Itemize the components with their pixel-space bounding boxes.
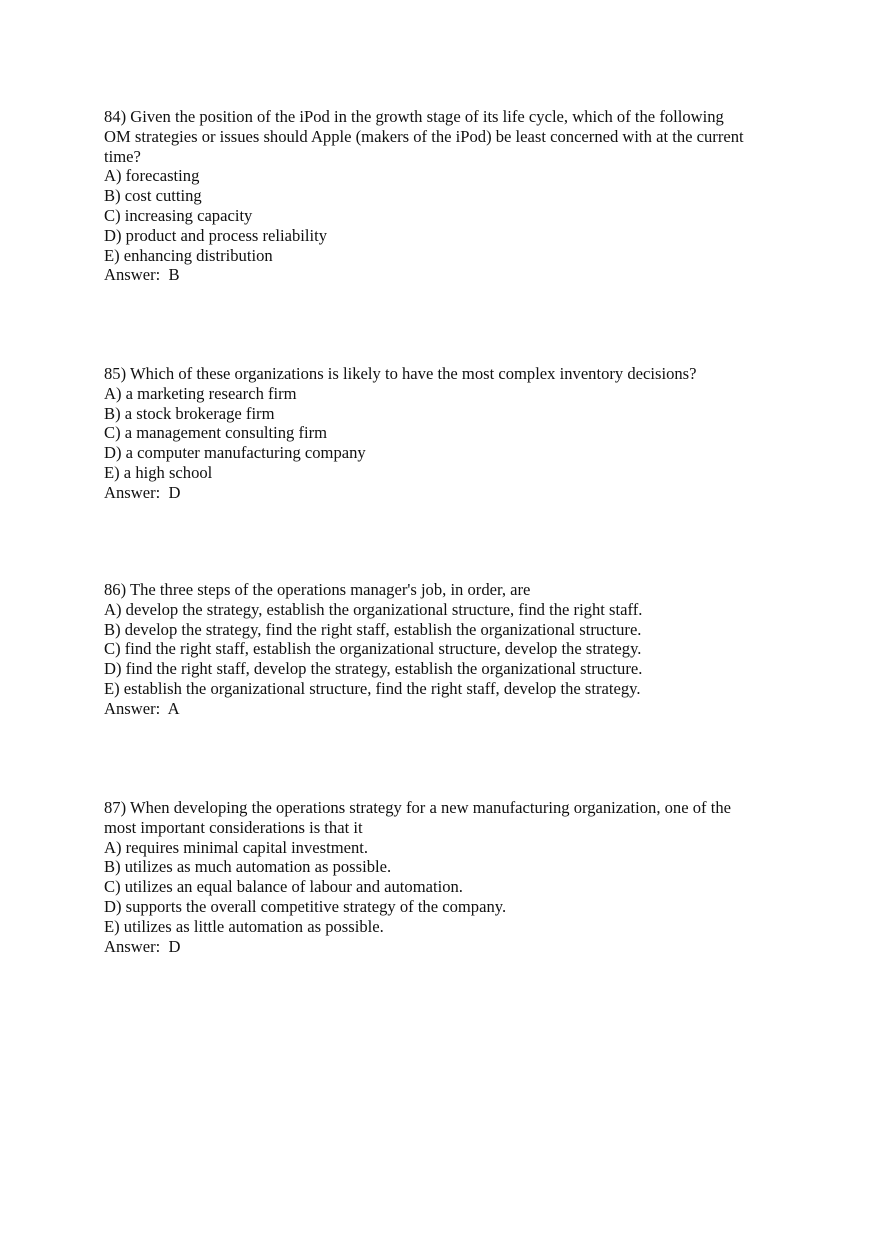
question-stem-line: time? [104, 146, 141, 166]
question-stem-line: 85) Which of these organizations is likely to have the most complex inventory decisions? [104, 364, 697, 383]
answer-option-a: A) requires minimal capital investment. [104, 837, 369, 857]
question-stem-line: 86) The three steps of the operations manager's job, in order, are [104, 580, 531, 599]
answer-option-a: A) forecasting [104, 166, 200, 186]
question-stem-line: 87) When developing the operations strategy for a new manufacturing organization, one of the [104, 798, 731, 817]
answer-option-e: E) utilizes as little automation as possible. [104, 916, 384, 936]
answer-option-e: E) a high school [104, 462, 213, 482]
question-stem-line: 84) Given the position of the iPod in the growth stage of its life cycle, which of the following [104, 107, 724, 126]
answer-option-b: B) develop the strategy, find the right staff, establish the organizational structure. [104, 619, 642, 639]
answer-key: Answer: D [104, 482, 181, 502]
answer-option-d: D) supports the overall competitive strategy of the company. [104, 896, 507, 916]
answer-option-a: A) a marketing research firm [104, 383, 297, 403]
answer-option-b: B) cost cutting [104, 186, 202, 206]
answer-option-d: D) product and process reliability [104, 225, 328, 245]
answer-option-c: C) find the right staff, establish the organizational structure, develop the strategy. [104, 639, 642, 659]
question-85 [104, 364, 784, 503]
answer-option-e: E) establish the organizational structure, find the right staff, develop the strategy. [104, 678, 641, 698]
answer-option-b: B) utilizes as much automation as possible. [104, 857, 392, 877]
answer-option-b: B) a stock brokerage firm [104, 403, 275, 423]
question-84 [104, 107, 784, 285]
answer-option-c: C) increasing capacity [104, 205, 253, 225]
answer-option-c: C) a management consulting firm [104, 423, 328, 443]
question-stem-line: OM strategies or issues should Apple (makers of the iPod) be least concerned with at the current [104, 126, 744, 146]
question-stem-line: most important considerations is that it [104, 817, 363, 837]
answer-option-d: D) a computer manufacturing company [104, 443, 366, 463]
question-86 [104, 580, 784, 719]
answer-option-a: A) develop the strategy, establish the organizational structure, find the right staff. [104, 599, 643, 619]
answer-option-e: E) enhancing distribution [104, 245, 273, 265]
question-87 [104, 798, 784, 956]
answer-key: Answer: A [104, 698, 180, 718]
answer-option-c: C) utilizes an equal balance of labour and automation. [104, 877, 463, 897]
answer-key: Answer: D [104, 936, 181, 956]
answer-option-d: D) find the right staff, develop the strategy, establish the organizational structure. [104, 659, 643, 679]
answer-key: Answer: B [104, 265, 180, 285]
